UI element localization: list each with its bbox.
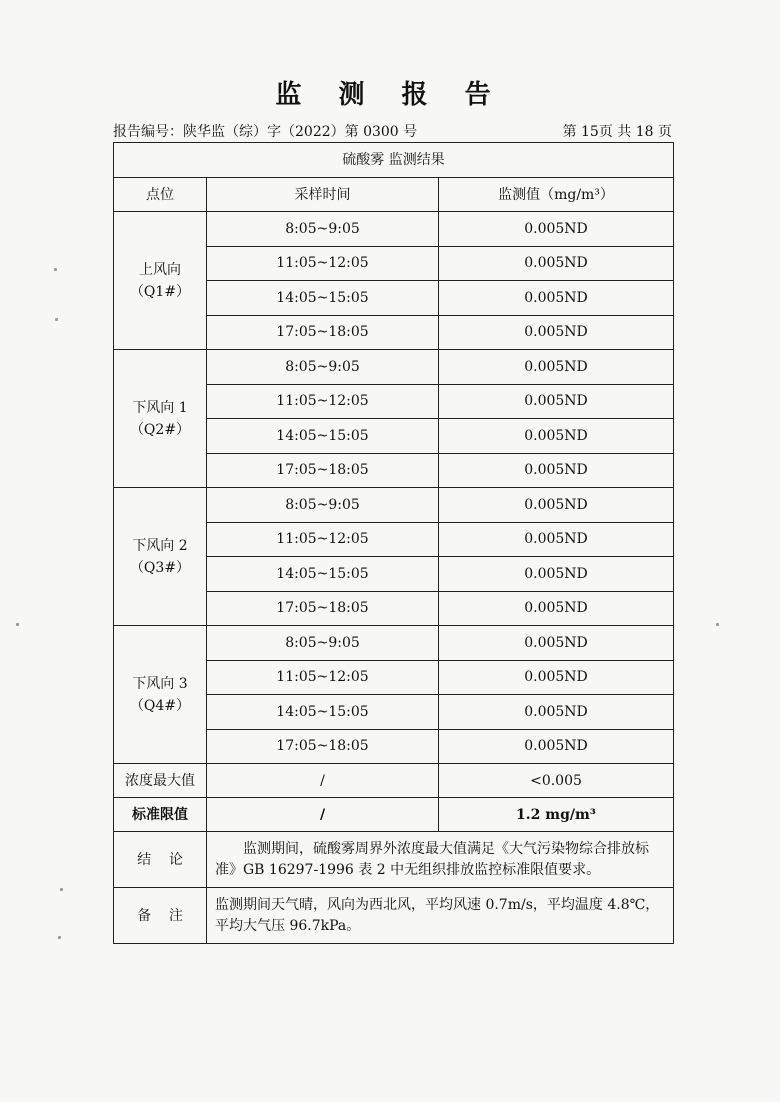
time-cell: 17:05~18:05	[207, 729, 439, 764]
conclusion-text	[207, 832, 674, 888]
time-cell: 14:05~15:05	[207, 419, 439, 454]
point-code: （Q2#）	[129, 421, 191, 438]
time-cell: 17:05~18:05	[207, 591, 439, 626]
max-value: <0.005	[439, 764, 674, 798]
time-cell: 11:05~12:05	[207, 384, 439, 419]
report-number: 报告编号：陕华监（综）字（2022）第 0300 号	[113, 124, 418, 140]
conclusion-row	[114, 832, 674, 888]
value-cell: 0.005ND	[439, 246, 674, 281]
value-cell: 0.005ND	[439, 488, 674, 523]
time-cell: 8:05~9:05	[207, 350, 439, 385]
scan-speck	[54, 268, 57, 271]
header-time: 采样时间	[207, 178, 439, 212]
conclusion-label: 结 论	[114, 832, 207, 888]
scan-speck	[55, 318, 58, 321]
point-code: （Q1#）	[129, 283, 191, 300]
time-cell: 11:05~12:05	[207, 522, 439, 557]
header-row	[114, 178, 674, 212]
value-cell: 0.005ND	[439, 453, 674, 488]
value-cell: 0.005ND	[439, 660, 674, 695]
time-cell: 8:05~9:05	[207, 626, 439, 661]
time-cell: 8:05~9:05	[207, 488, 439, 523]
value-cell: 0.005ND	[439, 212, 674, 247]
time-cell: 11:05~12:05	[207, 660, 439, 695]
remarks-label: 备 注	[114, 888, 207, 944]
table-row	[114, 212, 674, 247]
value-cell: 0.005ND	[439, 695, 674, 730]
limit-value: 1.2 mg/m³	[439, 798, 674, 832]
time-cell: 14:05~15:05	[207, 695, 439, 730]
limit-label: 标准限值	[114, 798, 207, 832]
limit-time: /	[207, 798, 439, 832]
value-cell: 0.005ND	[439, 729, 674, 764]
value-cell: 0.005ND	[439, 557, 674, 592]
value-cell: 0.005ND	[439, 419, 674, 454]
point-code: （Q4#）	[129, 697, 191, 714]
value-cell: 0.005ND	[439, 384, 674, 419]
table-row	[114, 626, 674, 661]
max-row	[114, 764, 674, 798]
value-cell: 0.005ND	[439, 591, 674, 626]
value-cell: 0.005ND	[439, 350, 674, 385]
point-code: （Q3#）	[129, 559, 191, 576]
table-row	[114, 350, 674, 385]
header-value: 监测值（mg/m³）	[439, 178, 674, 212]
time-cell: 8:05~9:05	[207, 212, 439, 247]
point-name: 下风向 2	[132, 537, 188, 554]
value-cell: 0.005ND	[439, 626, 674, 661]
time-cell: 17:05~18:05	[207, 315, 439, 350]
max-time: /	[207, 764, 439, 798]
value-cell: 0.005ND	[439, 281, 674, 316]
time-cell: 11:05~12:05	[207, 246, 439, 281]
scan-speck	[716, 623, 719, 626]
report-meta	[113, 121, 672, 141]
scan-speck	[60, 888, 63, 891]
results-table	[113, 142, 674, 944]
scan-speck	[16, 623, 19, 626]
point-cell	[114, 212, 207, 350]
point-cell	[114, 488, 207, 626]
point-cell	[114, 350, 207, 488]
max-label: 浓度最大值	[114, 764, 207, 798]
header-point: 点位	[114, 178, 207, 212]
value-cell: 0.005ND	[439, 522, 674, 557]
point-name: 上风向	[139, 261, 181, 278]
conclusion-body: 监测期间，硫酸雾周界外浓度最大值满足《大气污染物综合排放标准》GB 16297-1996 表 2 中无组织排放监控标准限值要求。	[215, 840, 649, 878]
table-row	[114, 488, 674, 523]
point-name: 下风向 1	[132, 399, 188, 416]
limit-row	[114, 798, 674, 832]
page-title: 监 测 报 告	[275, 80, 505, 110]
table-title-row	[114, 143, 674, 178]
point-cell	[114, 626, 207, 764]
point-name: 下风向 3	[132, 675, 188, 692]
time-cell: 17:05~18:05	[207, 453, 439, 488]
time-cell: 14:05~15:05	[207, 281, 439, 316]
scan-speck	[58, 936, 61, 939]
remarks-text: 监测期间天气晴，风向为西北风，平均风速 0.7m/s，平均温度 4.8℃，平均大气压 96.7kPa。	[207, 888, 674, 944]
page-info: 第 15页 共 18 页	[562, 124, 672, 140]
remarks-row	[114, 888, 674, 944]
table-title: 硫酸雾 监测结果	[114, 143, 674, 178]
value-cell: 0.005ND	[439, 315, 674, 350]
time-cell: 14:05~15:05	[207, 557, 439, 592]
